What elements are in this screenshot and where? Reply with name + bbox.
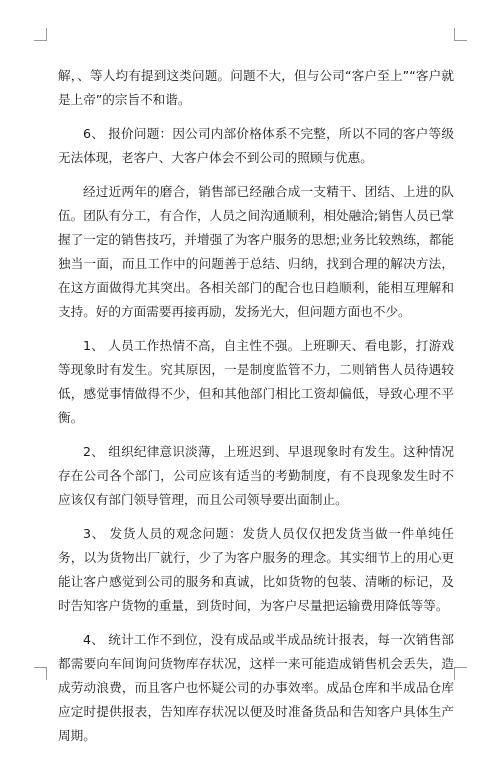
paragraph-summary: 经过近两年的磨合，销售部已经融合成一支精干、团结、上进的队伍。团队有分工，有合作，人员之间沟通顺利，相处融洽;销售人员已掌握了一定的销售技巧，并增强了为客户服务的思想;业务比较熟练，都能独当一面，而且工作中的问题善于总结、归纳，找到合理的解决方法，在这方面做得尤其突出。各相关部门的配合也日趋顺利，能相互理解和支持。好的方面需要再接再励，发扬光大，但问题方面也不少。 [58, 184, 454, 319]
paragraph-item-2-discipline: 2、 组织纪律意识淡薄，上班迟到、早退现象时有发生。这种情况存在公司各个部门，公司应该有适当的考勤制度，有不良现象发生时不应该仅有部门领导管理，而且公司领导要出面制止。 [58, 444, 454, 507]
crop-mark-bottom-right [454, 667, 467, 680]
paragraph-item-6-pricing: 6、 报价问题：因公司内部价格体系不完整，所以不同的客户等级无法体现，老客户、大客户体会不到公司的照顾与优惠。 [58, 126, 454, 165]
paragraph-item-4-statistics: 4、 统计工作不到位，没有成品或半成品统计报表，每一次销售部都需要向车间询问货物库存状况，这样一来可能造成销售机会丢失，造成劳动浪费，而且客户也怀疑公司的办事效率。成品仓库和半成品仓库应定时提供报表，告知库存状况以便及时准备货品和告知客户具体生产周期。 [58, 632, 454, 743]
document-body [58, 64, 454, 758]
paragraph-item-3-shipping: 3、 发货人员的观念问题：发货人员仅仅把发货当做一件单纯任务，以为货物出厂就行，少了为客户服务的理念。其实细节上的用心更能让客户感觉到公司的服务和真诚，比如货物的包装、清晰的标记，及时告知客户货物的重量，到货时间，为客户尽量把运输费用降低等等。 [58, 526, 454, 613]
crop-mark-top-left [34, 28, 47, 41]
crop-mark-top-right [454, 28, 467, 41]
paragraph-item-1-motivation: 1、 人员工作热情不高，自主性不强。上班聊天、看电影，打游戏等现象时有发生。究其原因，一是制度监管不力，二则销售人员待遇较低，感觉事情做得不少，但和其他部门相比工资却偏低，导致心理不平衡。 [58, 338, 454, 425]
crop-mark-bottom-left [34, 667, 47, 680]
paragraph-continuation: 解，、等人均有提到这类问题。问题不大，但与公司“客户至上”“客户就是上帝”的宗旨不和谐。 [58, 68, 454, 107]
